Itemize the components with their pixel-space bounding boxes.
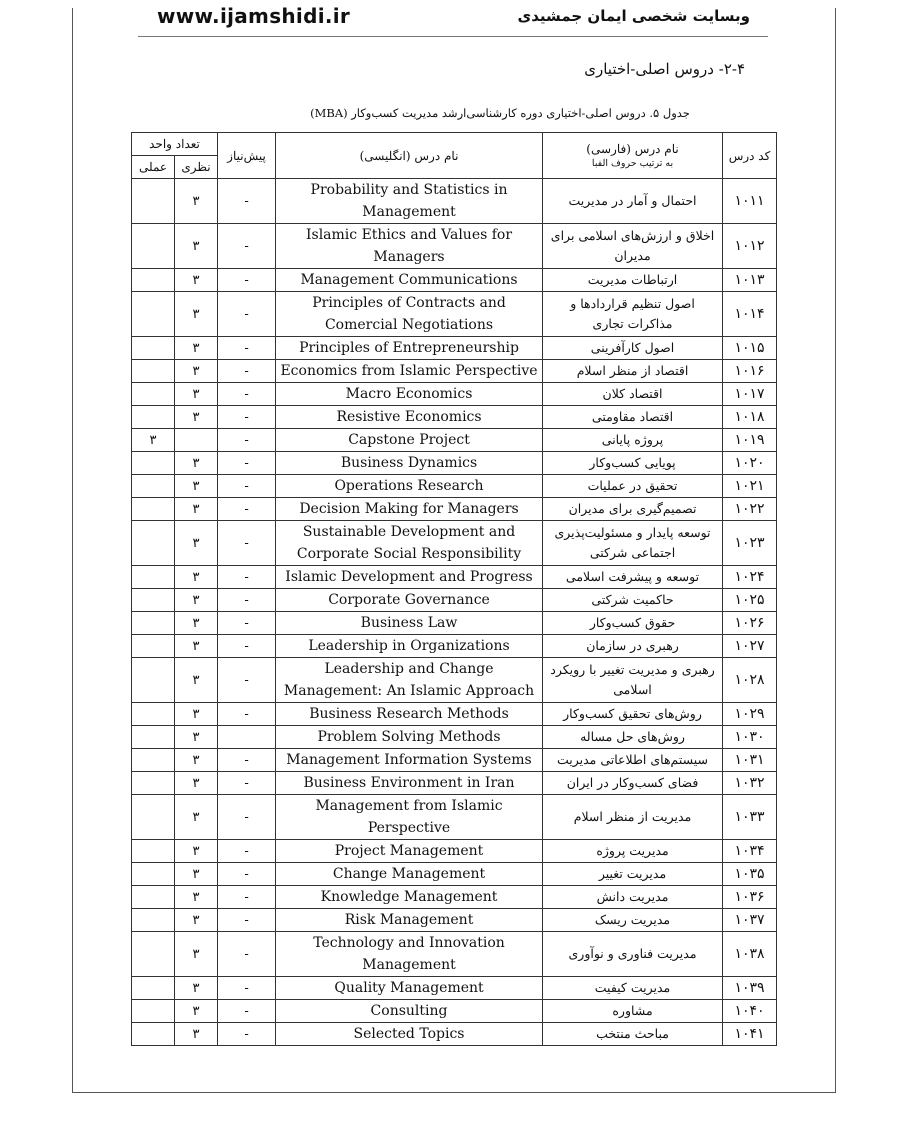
course-practical-units <box>132 360 175 383</box>
course-practical-units <box>132 703 175 726</box>
course-code: ۱۰۴۱ <box>723 1023 777 1046</box>
course-theory-units: ۳ <box>175 749 218 772</box>
course-name-english: Leadership in Organizations <box>276 635 543 658</box>
table-row <box>132 269 777 292</box>
table-row <box>132 498 777 521</box>
course-practical-units <box>132 749 175 772</box>
table-caption: جدول ۵. دروس اصلی-اختیاری دوره کارشناسی‌ارشد مدیریت کسب‌وکار (MBA) <box>310 106 690 120</box>
course-name-persian: توسعه و پیشرفت اسلامی <box>543 566 723 589</box>
table-row <box>132 658 777 703</box>
course-practical-units <box>132 589 175 612</box>
course-name-english: Problem Solving Methods <box>276 726 543 749</box>
table-row <box>132 360 777 383</box>
course-theory-units: ۳ <box>175 612 218 635</box>
table-row <box>132 179 777 224</box>
course-name-english: Business Research Methods <box>276 703 543 726</box>
course-prerequisite: - <box>218 863 276 886</box>
course-theory-units: ۳ <box>175 909 218 932</box>
course-practical-units <box>132 658 175 703</box>
course-theory-units: ۳ <box>175 1000 218 1023</box>
course-practical-units <box>132 383 175 406</box>
course-practical-units <box>132 1023 175 1046</box>
course-code: ۱۰۲۱ <box>723 475 777 498</box>
course-practical-units <box>132 521 175 566</box>
course-name-persian: روش‌های تحقیق کسب‌وکار <box>543 703 723 726</box>
course-name-persian: اقتصاد کلان <box>543 383 723 406</box>
table-row <box>132 795 777 840</box>
course-prerequisite: - <box>218 909 276 932</box>
course-practical-units <box>132 475 175 498</box>
table-row <box>132 726 777 749</box>
course-name-persian: مباحث منتخب <box>543 1023 723 1046</box>
course-practical-units <box>132 795 175 840</box>
course-code: ۱۰۱۴ <box>723 292 777 337</box>
course-practical-units <box>132 932 175 977</box>
course-code: ۱۰۳۶ <box>723 886 777 909</box>
table-row <box>132 406 777 429</box>
course-prerequisite: - <box>218 932 276 977</box>
course-code: ۱۰۲۴ <box>723 566 777 589</box>
course-name-persian: فضای کسب‌وکار در ایران <box>543 772 723 795</box>
course-name-persian: مدیریت پروژه <box>543 840 723 863</box>
course-prerequisite: - <box>218 886 276 909</box>
course-theory-units <box>175 429 218 452</box>
header-divider <box>138 36 768 37</box>
course-name-persian: رهبری در سازمان <box>543 635 723 658</box>
course-name-persian: روش‌های حل مساله <box>543 726 723 749</box>
course-name-persian: پروژه پایانی <box>543 429 723 452</box>
course-name-english: Management Information Systems <box>276 749 543 772</box>
course-theory-units: ۳ <box>175 840 218 863</box>
course-theory-units: ۳ <box>175 726 218 749</box>
course-name-persian: ارتباطات مدیریت <box>543 269 723 292</box>
course-name-english: Economics from Islamic Perspective <box>276 360 543 383</box>
course-practical-units <box>132 863 175 886</box>
course-name-persian: رهبری و مدیریت تغییر با رویکرد اسلامی <box>543 658 723 703</box>
course-prerequisite: - <box>218 521 276 566</box>
table-row <box>132 932 777 977</box>
course-theory-units: ۳ <box>175 703 218 726</box>
course-name-persian: مدیریت ریسک <box>543 909 723 932</box>
course-practical-units <box>132 840 175 863</box>
course-prerequisite: - <box>218 292 276 337</box>
course-code: ۱۰۲۰ <box>723 452 777 475</box>
course-name-english: Technology and Innovation Management <box>276 932 543 977</box>
course-name-english: Probability and Statistics in Management <box>276 179 543 224</box>
table-row <box>132 886 777 909</box>
course-prerequisite: - <box>218 452 276 475</box>
course-name-english: Macro Economics <box>276 383 543 406</box>
table-row <box>132 589 777 612</box>
course-practical-units <box>132 977 175 1000</box>
course-name-english: Selected Topics <box>276 1023 543 1046</box>
table-row <box>132 452 777 475</box>
course-name-persian: اخلاق و ارزش‌های اسلامی برای مدیران <box>543 224 723 269</box>
course-prerequisite: - <box>218 703 276 726</box>
course-code: ۱۰۱۸ <box>723 406 777 429</box>
course-name-persian: مدیریت فناوری و نوآوری <box>543 932 723 977</box>
course-code: ۱۰۲۹ <box>723 703 777 726</box>
course-name-english: Risk Management <box>276 909 543 932</box>
course-prerequisite: - <box>218 566 276 589</box>
course-code: ۱۰۳۹ <box>723 977 777 1000</box>
course-theory-units: ۳ <box>175 977 218 1000</box>
course-name-english: Principles of Contracts and Comercial Negotiations <box>276 292 543 337</box>
course-name-persian: مدیریت تغییر <box>543 863 723 886</box>
course-code: ۱۰۱۶ <box>723 360 777 383</box>
header-prerequisite: پیش‌نیاز <box>218 133 276 179</box>
course-theory-units: ۳ <box>175 498 218 521</box>
course-code: ۱۰۳۴ <box>723 840 777 863</box>
course-theory-units: ۳ <box>175 1023 218 1046</box>
course-practical-units <box>132 772 175 795</box>
course-name-persian: احتمال و آمار در مدیریت <box>543 179 723 224</box>
course-name-persian: اقتصاد از منظر اسلام <box>543 360 723 383</box>
course-theory-units: ۳ <box>175 224 218 269</box>
course-practical-units <box>132 612 175 635</box>
course-name-english: Capstone Project <box>276 429 543 452</box>
header-persian-label: نام درس (فارسی) <box>586 142 679 156</box>
table-row <box>132 224 777 269</box>
course-prerequisite: - <box>218 475 276 498</box>
course-theory-units: ۳ <box>175 292 218 337</box>
course-name-english: Resistive Economics <box>276 406 543 429</box>
course-name-english: Leadership and Change Management: An Islamic Approach <box>276 658 543 703</box>
course-prerequisite: - <box>218 383 276 406</box>
course-name-persian: تصمیم‌گیری برای مدیران <box>543 498 723 521</box>
table-row <box>132 863 777 886</box>
course-theory-units: ۳ <box>175 383 218 406</box>
course-theory-units: ۳ <box>175 179 218 224</box>
course-code: ۱۰۲۷ <box>723 635 777 658</box>
course-practical-units <box>132 635 175 658</box>
course-prerequisite: - <box>218 224 276 269</box>
course-name-persian: مشاوره <box>543 1000 723 1023</box>
course-prerequisite: - <box>218 498 276 521</box>
course-code: ۱۰۲۲ <box>723 498 777 521</box>
course-name-persian: تحقیق در عملیات <box>543 475 723 498</box>
course-name-persian: مدیریت کیفیت <box>543 977 723 1000</box>
course-prerequisite: - <box>218 337 276 360</box>
course-prerequisite: - <box>218 772 276 795</box>
course-code: ۱۰۳۳ <box>723 795 777 840</box>
course-prerequisite: - <box>218 612 276 635</box>
table-row <box>132 977 777 1000</box>
course-practical-units <box>132 566 175 589</box>
course-name-persian: اقتصاد مقاومتی <box>543 406 723 429</box>
course-name-persian: توسعه پایدار و مسئولیت‌پذیری اجتماعی شرکتی <box>543 521 723 566</box>
author-title: وبسایت شخصی ایمان جمشیدی <box>517 7 750 25</box>
course-name-english: Operations Research <box>276 475 543 498</box>
course-name-english: Management Communications <box>276 269 543 292</box>
course-code: ۱۰۱۲ <box>723 224 777 269</box>
course-practical-units <box>132 292 175 337</box>
header-theory: نظری <box>175 156 218 179</box>
header-code: کد درس <box>723 133 777 179</box>
course-code: ۱۰۲۸ <box>723 658 777 703</box>
course-theory-units: ۳ <box>175 863 218 886</box>
course-practical-units: ۳ <box>132 429 175 452</box>
course-practical-units <box>132 726 175 749</box>
course-theory-units: ۳ <box>175 521 218 566</box>
course-name-persian: مدیریت دانش <box>543 886 723 909</box>
course-theory-units: ۳ <box>175 886 218 909</box>
course-theory-units: ۳ <box>175 589 218 612</box>
course-prerequisite <box>218 726 276 749</box>
course-name-english: Corporate Governance <box>276 589 543 612</box>
table-row <box>132 635 777 658</box>
table-row <box>132 475 777 498</box>
course-code: ۱۰۳۷ <box>723 909 777 932</box>
course-prerequisite: - <box>218 635 276 658</box>
course-theory-units: ۳ <box>175 795 218 840</box>
table-row <box>132 566 777 589</box>
table-row <box>132 772 777 795</box>
course-theory-units: ۳ <box>175 452 218 475</box>
course-code: ۱۰۱۳ <box>723 269 777 292</box>
section-title: ۲-۴- دروس اصلی-اختیاری <box>584 60 745 78</box>
course-name-persian: پویایی کسب‌وکار <box>543 452 723 475</box>
course-prerequisite: - <box>218 360 276 383</box>
table-row <box>132 337 777 360</box>
course-theory-units: ۳ <box>175 772 218 795</box>
course-name-persian: اصول تنظیم قراردادها و مذاکرات تجاری <box>543 292 723 337</box>
course-code: ۱۰۱۵ <box>723 337 777 360</box>
course-name-english: Project Management <box>276 840 543 863</box>
course-code: ۱۰۳۰ <box>723 726 777 749</box>
course-name-english: Quality Management <box>276 977 543 1000</box>
course-theory-units: ۳ <box>175 360 218 383</box>
course-practical-units <box>132 337 175 360</box>
course-prerequisite: - <box>218 589 276 612</box>
course-name-english: Decision Making for Managers <box>276 498 543 521</box>
course-name-english: Consulting <box>276 1000 543 1023</box>
course-prerequisite: - <box>218 179 276 224</box>
table-row <box>132 521 777 566</box>
course-practical-units <box>132 498 175 521</box>
course-code: ۱۰۴۰ <box>723 1000 777 1023</box>
course-code: ۱۰۳۸ <box>723 932 777 977</box>
header-practical: عملی <box>132 156 175 179</box>
course-theory-units: ۳ <box>175 566 218 589</box>
table-row <box>132 703 777 726</box>
course-name-english: Islamic Development and Progress <box>276 566 543 589</box>
courses-table <box>131 132 777 1046</box>
course-name-persian: حاکمیت شرکتی <box>543 589 723 612</box>
course-prerequisite: - <box>218 1023 276 1046</box>
course-theory-units: ۳ <box>175 635 218 658</box>
course-code: ۱۰۲۳ <box>723 521 777 566</box>
course-theory-units: ۳ <box>175 932 218 977</box>
course-prerequisite: - <box>218 269 276 292</box>
course-code: ۱۰۲۵ <box>723 589 777 612</box>
table-row <box>132 1000 777 1023</box>
table-row <box>132 1023 777 1046</box>
course-practical-units <box>132 886 175 909</box>
course-code: ۱۰۳۲ <box>723 772 777 795</box>
table-row <box>132 749 777 772</box>
course-code: ۱۰۱۷ <box>723 383 777 406</box>
course-practical-units <box>132 224 175 269</box>
course-code: ۱۰۱۹ <box>723 429 777 452</box>
course-prerequisite: - <box>218 429 276 452</box>
course-name-english: Islamic Ethics and Values for Managers <box>276 224 543 269</box>
course-prerequisite: - <box>218 977 276 1000</box>
table-row <box>132 429 777 452</box>
course-practical-units <box>132 179 175 224</box>
site-url: www.ijamshidi.ir <box>157 4 351 28</box>
header-persian-note: به ترتیب حروف الفبا <box>591 158 674 169</box>
course-prerequisite: - <box>218 406 276 429</box>
course-name-persian: اصول کارآفرینی <box>543 337 723 360</box>
course-theory-units: ۳ <box>175 406 218 429</box>
course-name-english: Business Environment in Iran <box>276 772 543 795</box>
table-row <box>132 840 777 863</box>
course-name-persian: مدیریت از منظر اسلام <box>543 795 723 840</box>
course-prerequisite: - <box>218 749 276 772</box>
course-prerequisite: - <box>218 840 276 863</box>
course-theory-units: ۳ <box>175 337 218 360</box>
course-name-english: Change Management <box>276 863 543 886</box>
course-name-english: Sustainable Development and Corporate Social Responsibility <box>276 521 543 566</box>
course-name-english: Business Dynamics <box>276 452 543 475</box>
course-code: ۱۰۲۶ <box>723 612 777 635</box>
table-row <box>132 612 777 635</box>
course-practical-units <box>132 452 175 475</box>
header-units: تعداد واحد <box>132 133 218 156</box>
course-name-english: Business Law <box>276 612 543 635</box>
course-theory-units: ۳ <box>175 475 218 498</box>
course-name-english: Principles of Entrepreneurship <box>276 337 543 360</box>
course-name-persian: حقوق کسب‌وکار <box>543 612 723 635</box>
course-code: ۱۰۱۱ <box>723 179 777 224</box>
course-code: ۱۰۳۵ <box>723 863 777 886</box>
header-persian-name <box>543 133 723 179</box>
header-english-name: نام درس (انگلیسی) <box>276 133 543 179</box>
course-practical-units <box>132 909 175 932</box>
course-theory-units: ۳ <box>175 658 218 703</box>
course-rows <box>132 179 777 1046</box>
course-theory-units: ۳ <box>175 269 218 292</box>
course-name-english: Knowledge Management <box>276 886 543 909</box>
course-prerequisite: - <box>218 795 276 840</box>
course-practical-units <box>132 406 175 429</box>
table-row <box>132 383 777 406</box>
course-prerequisite: - <box>218 658 276 703</box>
course-practical-units <box>132 269 175 292</box>
course-practical-units <box>132 1000 175 1023</box>
table-row <box>132 909 777 932</box>
course-code: ۱۰۳۱ <box>723 749 777 772</box>
table-row <box>132 292 777 337</box>
course-name-english: Management from Islamic Perspective <box>276 795 543 840</box>
course-prerequisite: - <box>218 1000 276 1023</box>
course-name-persian: سیستم‌های اطلاعاتی مدیریت <box>543 749 723 772</box>
